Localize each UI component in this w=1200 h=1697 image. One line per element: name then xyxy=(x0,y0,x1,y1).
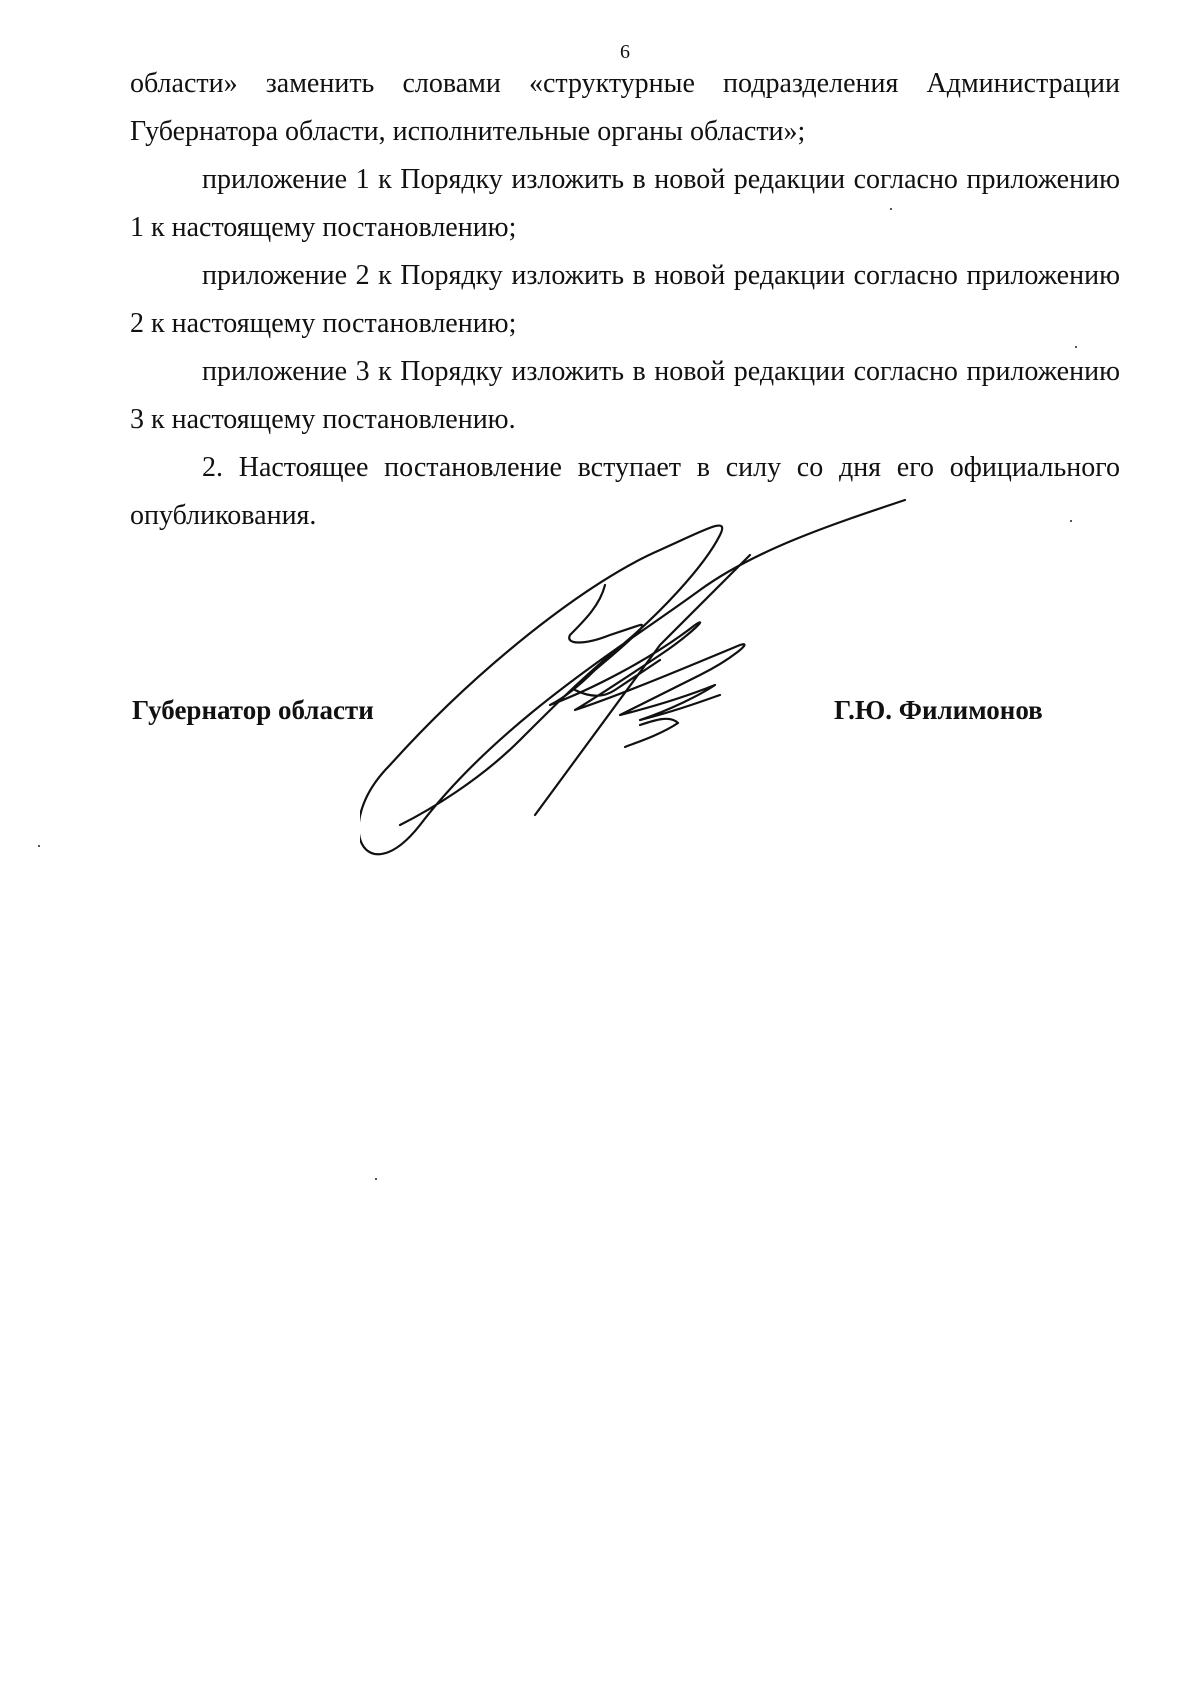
paragraph-appendix-1: приложение 1 к Порядку изложить в новой редакции согласно приложению 1 к настоящему постановлению; xyxy=(130,164,1120,243)
scan-speck xyxy=(890,208,892,210)
paragraph-effective-date: 2. Настоящее постановление вступает в силу со дня его официального опубликования. xyxy=(130,452,1120,531)
paragraph-appendix-2: приложение 2 к Порядку изложить в новой редакции согласно приложению 2 к настоящему постановлению; xyxy=(130,260,1120,339)
handwritten-signature xyxy=(360,495,920,865)
signature-block xyxy=(132,690,1062,730)
scan-speck xyxy=(38,845,40,847)
paragraph-amendment-continuation: области» заменить словами «структурные подразделения Администрации Губернатора области, исполнительные органы области»; xyxy=(130,68,1120,147)
signatory-name: Г.Ю. Филимонов xyxy=(834,695,1043,725)
scan-speck xyxy=(1070,520,1072,522)
paragraph-appendix-3: приложение 3 к Порядку изложить в новой редакции согласно приложению 3 к настоящему постановлению. xyxy=(130,356,1120,435)
page-number: 6 xyxy=(620,41,630,63)
scan-speck xyxy=(1075,346,1077,348)
document-body xyxy=(130,60,1120,540)
scan-speck xyxy=(375,1178,377,1180)
signatory-title: Губернатор области xyxy=(132,695,374,725)
